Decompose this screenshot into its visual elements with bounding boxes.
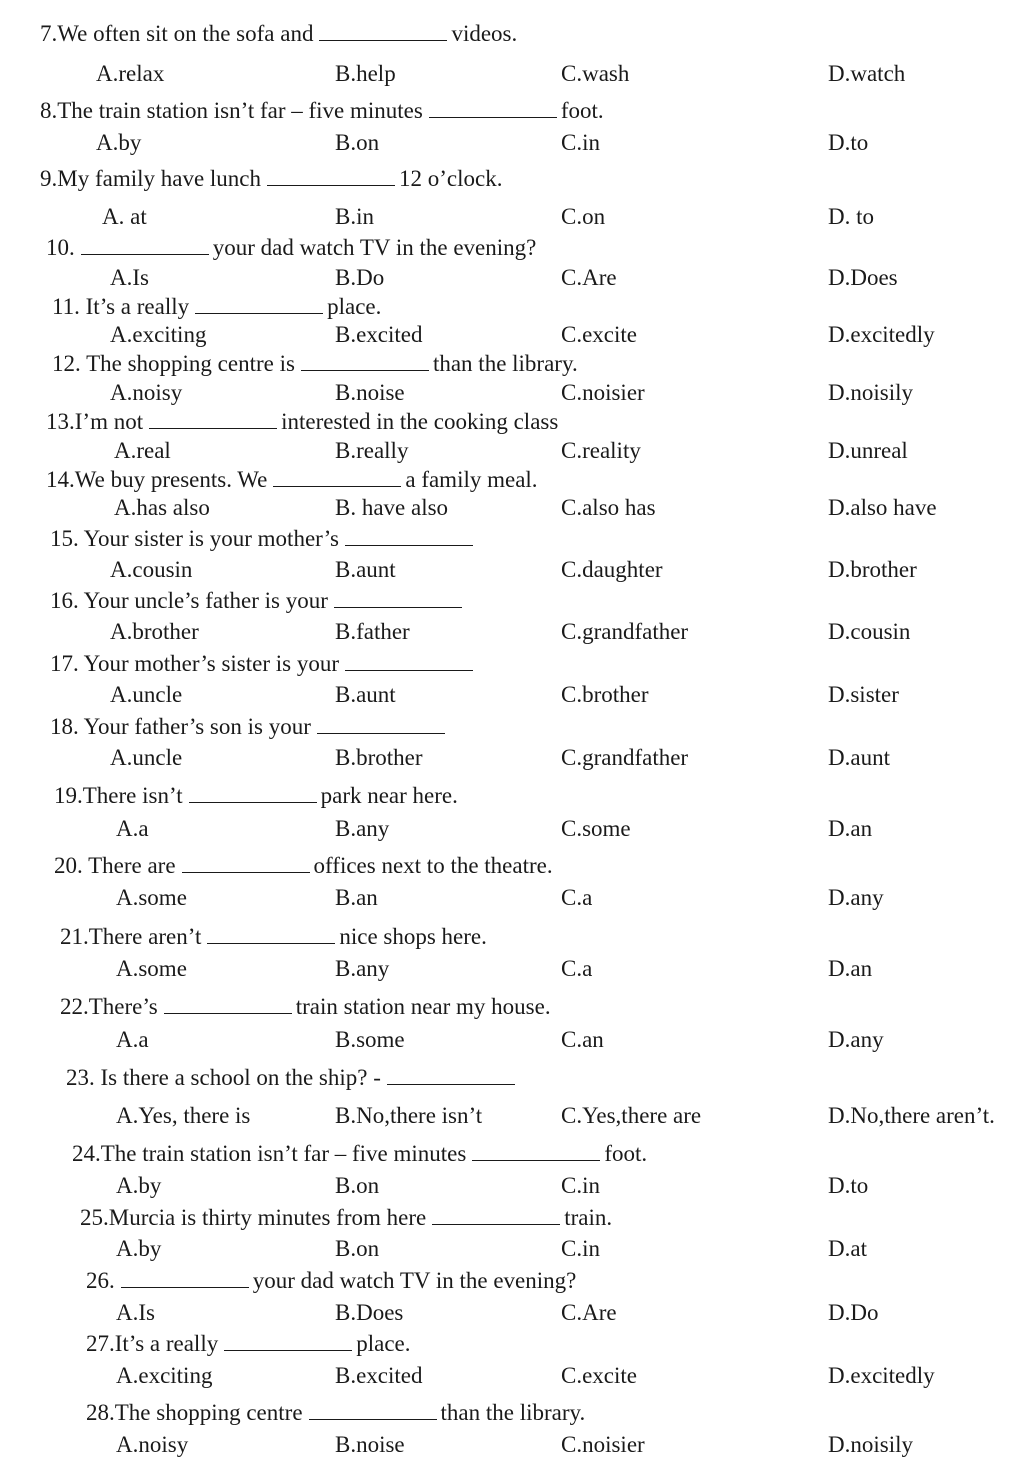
answer-option-b: B.Do	[335, 265, 385, 290]
answer-option-b: B.Does	[335, 1300, 404, 1325]
answer-option-d: D.excitedly	[828, 322, 935, 347]
question-block	[0, 1330, 1024, 1394]
answer-option-a: A.Is	[116, 1300, 155, 1325]
question-text	[50, 525, 477, 553]
question-stem: 10.	[46, 235, 75, 260]
question-block	[0, 1399, 1024, 1463]
answer-option-b: B. have also	[335, 495, 449, 520]
answer-blank	[195, 293, 323, 314]
question-text	[50, 587, 466, 615]
question-stem: 23. Is there a school on the ship? -	[66, 1065, 381, 1090]
question-text	[46, 408, 558, 436]
answer-option-a: A.by	[116, 1236, 162, 1261]
question-stem: 27.It’s a really	[86, 1331, 219, 1356]
question-stem: 26.	[86, 1268, 115, 1293]
answer-option-c: C.some	[561, 816, 631, 841]
question-stem: 7.We often sit on the sofa and	[40, 21, 314, 46]
answer-option-d: D.noisily	[828, 1432, 913, 1457]
question-text	[40, 20, 517, 48]
question-stem: 17. Your mother’s sister is your	[50, 651, 340, 676]
question-text	[60, 993, 551, 1021]
answer-blank	[429, 97, 557, 118]
question-text	[80, 1204, 612, 1232]
answer-option-a: A.relax	[96, 61, 165, 86]
question-block	[0, 293, 1024, 357]
question-stem: 25.Murcia is thirty minutes from here	[80, 1205, 427, 1230]
question-stem-end: a family meal.	[405, 467, 538, 492]
answer-blank	[273, 466, 401, 487]
answer-option-d: D.to	[828, 1173, 869, 1198]
answer-option-b: B.father	[335, 619, 410, 644]
answer-option-d: D.Do	[828, 1300, 879, 1325]
answer-option-d: D.unreal	[828, 438, 908, 463]
question-text	[54, 782, 458, 810]
answer-option-b: B.some	[335, 1027, 405, 1052]
answer-option-d: D. to	[828, 204, 874, 229]
answer-option-d: D.brother	[828, 557, 917, 582]
answer-option-d: D.sister	[828, 682, 899, 707]
question-stem: 11. It’s a really	[52, 294, 190, 319]
answer-blank	[224, 1330, 352, 1351]
answer-option-b: B.aunt	[335, 682, 396, 707]
question-stem-end: your dad watch TV in the evening?	[252, 1268, 577, 1293]
question-block	[0, 1204, 1024, 1268]
answer-option-a: A.noisy	[116, 1432, 189, 1457]
answer-option-c: C.brother	[561, 682, 649, 707]
answer-option-a: A.Yes, there is	[116, 1103, 251, 1128]
answer-option-c: C.also has	[561, 495, 656, 520]
answer-option-c: C.Yes,there are	[561, 1103, 702, 1128]
question-stem-end: your dad watch TV in the evening?	[212, 235, 537, 260]
question-block	[0, 20, 1024, 84]
answer-option-a: A.by	[116, 1173, 162, 1198]
answer-option-b: B.on	[335, 1173, 380, 1198]
answer-option-c: C.reality	[561, 438, 641, 463]
question-block	[0, 165, 1024, 229]
answer-option-d: D.at	[828, 1236, 867, 1261]
answer-option-a: A.Is	[110, 265, 149, 290]
question-text	[86, 1330, 410, 1358]
question-block	[0, 1064, 1024, 1128]
answer-option-c: C.noisier	[561, 1432, 645, 1457]
answer-blank	[309, 1399, 437, 1420]
answer-option-d: D.to	[828, 130, 869, 155]
answer-option-c: C.an	[561, 1027, 604, 1052]
answer-option-c: C.excite	[561, 1363, 637, 1388]
answer-blank	[345, 650, 473, 671]
question-text	[46, 234, 536, 262]
question-stem-end: interested in the cooking class	[281, 409, 559, 434]
question-stem-end: place.	[356, 1331, 411, 1356]
question-block	[0, 993, 1024, 1057]
answer-blank	[334, 587, 462, 608]
question-text	[40, 97, 604, 125]
question-stem-end: videos.	[451, 21, 518, 46]
answer-option-b: B.brother	[335, 745, 423, 770]
answer-option-c: C.a	[561, 956, 593, 981]
answer-option-d: D.cousin	[828, 619, 911, 644]
question-text	[54, 852, 553, 880]
answer-blank	[345, 525, 473, 546]
answer-blank	[267, 165, 395, 186]
answer-option-c: C.Are	[561, 265, 617, 290]
answer-option-d: D.aunt	[828, 745, 890, 770]
answer-option-b: B.on	[335, 130, 380, 155]
answer-option-b: B.any	[335, 956, 390, 981]
question-stem-end: than the library.	[432, 351, 578, 376]
answer-option-a: A.brother	[110, 619, 199, 644]
answer-option-a: A.uncle	[110, 682, 183, 707]
answer-blank	[317, 713, 445, 734]
answer-option-a: A.exciting	[116, 1363, 213, 1388]
answer-blank	[149, 408, 277, 429]
question-text	[66, 1064, 519, 1092]
question-stem: 22.There’s	[60, 994, 158, 1019]
answer-option-c: C.in	[561, 130, 600, 155]
answer-option-c: C.Are	[561, 1300, 617, 1325]
answer-blank	[164, 993, 292, 1014]
answer-option-d: D.also have	[828, 495, 937, 520]
question-stem-end: than the library.	[440, 1400, 586, 1425]
question-block	[0, 350, 1024, 414]
answer-option-a: A.has also	[114, 495, 210, 520]
question-block	[0, 1140, 1024, 1204]
question-block	[0, 234, 1024, 298]
answer-option-c: C.noisier	[561, 380, 645, 405]
question-stem-end: offices next to the theatre.	[313, 853, 553, 878]
question-text	[50, 713, 449, 741]
answer-option-a: A.exciting	[110, 322, 207, 347]
answer-blank	[301, 350, 429, 371]
answer-blank	[182, 852, 310, 873]
answer-option-d: D.excitedly	[828, 1363, 935, 1388]
answer-blank	[121, 1267, 249, 1288]
question-stem-end: foot.	[604, 1141, 648, 1166]
question-stem: 28.The shopping centre	[86, 1400, 303, 1425]
question-stem: 15. Your sister is your mother’s	[50, 526, 340, 551]
answer-option-d: D.any	[828, 885, 884, 910]
question-stem-end: train station near my house.	[295, 994, 551, 1019]
answer-option-a: A.noisy	[110, 380, 183, 405]
answer-option-d: D.any	[828, 1027, 884, 1052]
question-stem-end: park near here.	[320, 783, 458, 808]
question-text	[46, 466, 538, 494]
question-text	[72, 1140, 647, 1168]
answer-blank	[387, 1064, 515, 1085]
question-block	[0, 650, 1024, 714]
answer-option-b: B.on	[335, 1236, 380, 1261]
answer-option-a: A.cousin	[110, 557, 193, 582]
answer-blank	[81, 234, 209, 255]
question-block	[0, 525, 1024, 589]
answer-option-b: B.aunt	[335, 557, 396, 582]
question-block	[0, 782, 1024, 846]
answer-option-b: B.noise	[335, 380, 405, 405]
question-stem-end: foot.	[560, 98, 604, 123]
answer-option-a: A.real	[114, 438, 171, 463]
answer-option-c: C.grandfather	[561, 745, 689, 770]
answer-option-b: B.an	[335, 885, 378, 910]
question-text	[52, 350, 578, 378]
answer-option-a: A.a	[116, 816, 149, 841]
question-stem: 24.The train station isn’t far – five minutes	[72, 1141, 467, 1166]
answer-option-c: C.a	[561, 885, 593, 910]
answer-blank	[319, 20, 447, 41]
question-stem-end: train.	[564, 1205, 613, 1230]
answer-option-d: D.an	[828, 816, 873, 841]
answer-option-b: B.any	[335, 816, 390, 841]
question-block	[0, 1267, 1024, 1331]
question-text	[86, 1267, 576, 1295]
question-stem: 13.I’m not	[46, 409, 144, 434]
question-block	[0, 852, 1024, 916]
question-stem-end: 12 o’clock.	[399, 166, 503, 191]
answer-option-a: A.by	[96, 130, 142, 155]
answer-option-a: A.uncle	[110, 745, 183, 770]
answer-option-c: C.grandfather	[561, 619, 689, 644]
question-stem: 8.The train station isn’t far – five minutes	[40, 98, 423, 123]
question-stem: 18. Your father’s son is your	[50, 714, 311, 739]
answer-blank	[189, 782, 317, 803]
answer-option-a: A.some	[116, 956, 187, 981]
answer-blank	[472, 1140, 600, 1161]
answer-option-c: C.in	[561, 1173, 600, 1198]
question-stem-end: nice shops here.	[339, 924, 487, 949]
answer-option-c: C.on	[561, 204, 606, 229]
question-stem: 9.My family have lunch	[40, 166, 262, 191]
question-text	[52, 293, 381, 321]
question-text	[50, 650, 477, 678]
answer-option-b: B.help	[335, 61, 396, 86]
answer-option-a: A.a	[116, 1027, 149, 1052]
question-stem: 21.There aren’t	[60, 924, 202, 949]
answer-option-d: D.No,there aren’t.	[828, 1103, 995, 1128]
answer-option-b: B.No,there isn’t	[335, 1103, 483, 1128]
question-block	[0, 923, 1024, 987]
question-text	[86, 1399, 585, 1427]
answer-option-d: D.noisily	[828, 380, 913, 405]
answer-option-b: B.excited	[335, 322, 423, 347]
answer-option-d: D.Does	[828, 265, 898, 290]
question-stem: 16. Your uncle’s father is your	[50, 588, 328, 613]
question-block	[0, 97, 1024, 161]
answer-option-c: C.wash	[561, 61, 630, 86]
answer-option-c: C.daughter	[561, 557, 663, 582]
question-text	[40, 165, 502, 193]
question-stem: 19.There isn’t	[54, 783, 183, 808]
answer-blank	[432, 1204, 560, 1225]
answer-option-b: B.in	[335, 204, 374, 229]
answer-blank	[207, 923, 335, 944]
question-block	[0, 408, 1024, 472]
question-stem-end: place.	[327, 294, 382, 319]
answer-option-c: C.excite	[561, 322, 637, 347]
question-block	[0, 466, 1024, 530]
answer-option-d: D.an	[828, 956, 873, 981]
answer-option-a: A. at	[102, 204, 147, 229]
answer-option-d: D.watch	[828, 61, 906, 86]
answer-option-b: B.excited	[335, 1363, 423, 1388]
question-block	[0, 587, 1024, 651]
question-text	[60, 923, 487, 951]
answer-option-a: A.some	[116, 885, 187, 910]
answer-option-b: B.noise	[335, 1432, 405, 1457]
answer-option-b: B.really	[335, 438, 409, 463]
answer-option-c: C.in	[561, 1236, 600, 1261]
question-stem: 12. The shopping centre is	[52, 351, 295, 376]
question-stem: 14.We buy presents. We	[46, 467, 268, 492]
question-stem: 20. There are	[54, 853, 176, 878]
question-block	[0, 713, 1024, 777]
